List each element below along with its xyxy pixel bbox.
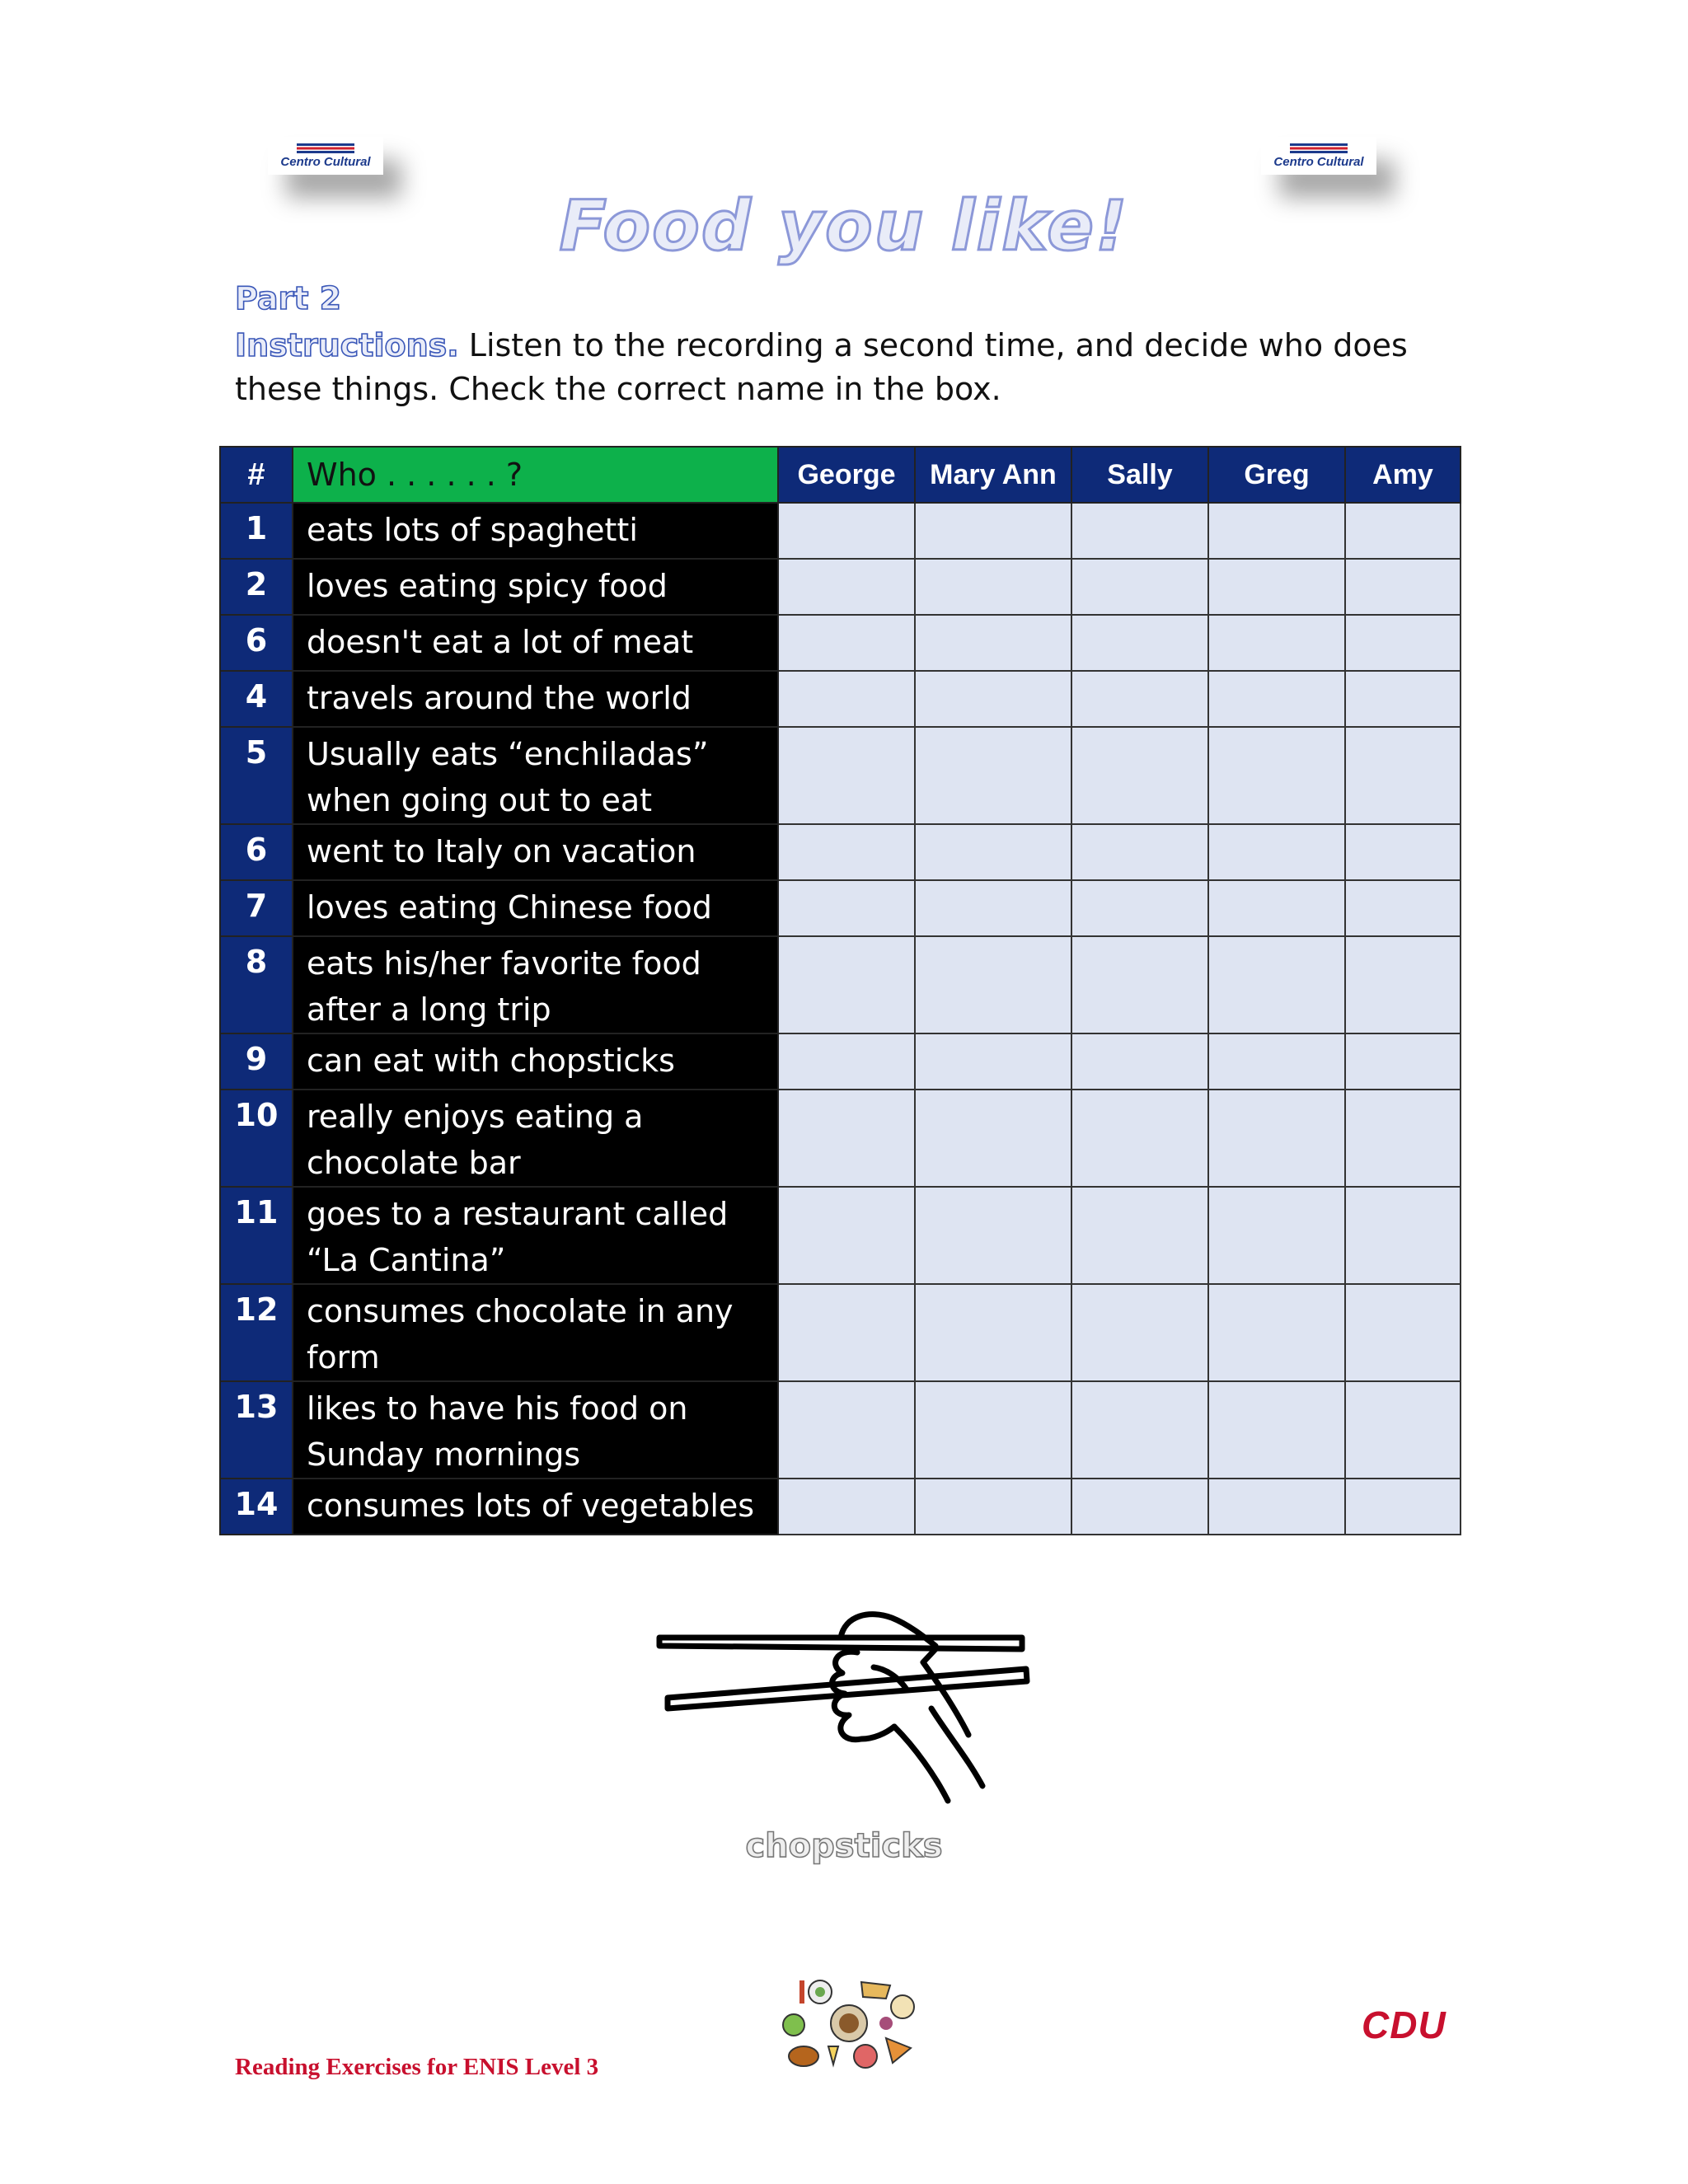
answer-cell-george[interactable] xyxy=(778,1033,915,1090)
answer-cell-amy[interactable] xyxy=(1345,1187,1461,1284)
answer-cell-greg[interactable] xyxy=(1208,1381,1345,1479)
answer-cell-amy[interactable] xyxy=(1345,1381,1461,1479)
answer-cell-sally[interactable] xyxy=(1071,671,1208,727)
answer-cell-greg[interactable] xyxy=(1208,1033,1345,1090)
answer-cell-mary-ann[interactable] xyxy=(915,1284,1071,1381)
answer-cell-george[interactable] xyxy=(778,824,915,880)
instructions-text: Listen to the recording a second time, and decide who does these things. Check the correct name in the box. xyxy=(235,327,1408,407)
instructions xyxy=(235,324,1447,411)
row-question: went to Italy on vacation xyxy=(293,824,778,880)
answer-cell-sally[interactable] xyxy=(1071,1381,1208,1479)
row-question: goes to a restaurant called “La Cantina” xyxy=(293,1187,778,1284)
answer-cell-mary-ann[interactable] xyxy=(915,880,1071,936)
answer-cell-mary-ann[interactable] xyxy=(915,671,1071,727)
answer-cell-mary-ann[interactable] xyxy=(915,1479,1071,1535)
answer-cell-sally[interactable] xyxy=(1071,1284,1208,1381)
answer-cell-greg[interactable] xyxy=(1208,1479,1345,1535)
answer-cell-sally[interactable] xyxy=(1071,1033,1208,1090)
answer-cell-mary-ann[interactable] xyxy=(915,559,1071,615)
table-row xyxy=(220,880,1461,936)
row-question: really enjoys eating a chocolate bar xyxy=(293,1090,778,1187)
flag-icon xyxy=(297,143,354,153)
logo-text: Centro Cultural xyxy=(1273,154,1364,169)
table-row xyxy=(220,1187,1461,1284)
answer-cell-amy[interactable] xyxy=(1345,503,1461,559)
answer-cell-sally[interactable] xyxy=(1071,1090,1208,1187)
row-question: eats his/her favorite food after a long trip xyxy=(293,936,778,1033)
answer-cell-greg[interactable] xyxy=(1208,727,1345,824)
footer-text: Reading Exercises for ENIS Level 3 xyxy=(235,2054,599,2080)
answer-cell-mary-ann[interactable] xyxy=(915,1381,1071,1479)
row-question: Usually eats “enchiladas” when going out to eat xyxy=(293,727,778,824)
answer-cell-greg[interactable] xyxy=(1208,503,1345,559)
chopsticks-caption: chopsticks xyxy=(745,1827,943,1865)
answer-cell-george[interactable] xyxy=(778,1381,915,1479)
answer-cell-sally[interactable] xyxy=(1071,880,1208,936)
answer-cell-greg[interactable] xyxy=(1208,1090,1345,1187)
row-number: 1 xyxy=(220,503,293,559)
table-row xyxy=(220,936,1461,1033)
answer-cell-amy[interactable] xyxy=(1345,1479,1461,1535)
answer-cell-george[interactable] xyxy=(778,615,915,671)
answer-cell-sally[interactable] xyxy=(1071,824,1208,880)
table-row xyxy=(220,615,1461,671)
answer-cell-george[interactable] xyxy=(778,727,915,824)
header-name-mary-ann: Mary Ann xyxy=(915,447,1071,503)
answer-cell-george[interactable] xyxy=(778,1479,915,1535)
table-row xyxy=(220,1479,1461,1535)
row-question: doesn't eat a lot of meat xyxy=(293,615,778,671)
answer-cell-sally[interactable] xyxy=(1071,936,1208,1033)
row-number: 8 xyxy=(220,936,293,1033)
answer-cell-george[interactable] xyxy=(778,1284,915,1381)
answer-cell-greg[interactable] xyxy=(1208,615,1345,671)
answer-cell-mary-ann[interactable] xyxy=(915,824,1071,880)
answer-cell-sally[interactable] xyxy=(1071,559,1208,615)
answer-cell-george[interactable] xyxy=(778,936,915,1033)
answer-cell-sally[interactable] xyxy=(1071,727,1208,824)
row-number: 10 xyxy=(220,1090,293,1187)
answer-cell-amy[interactable] xyxy=(1345,1033,1461,1090)
table-row xyxy=(220,727,1461,824)
answer-cell-greg[interactable] xyxy=(1208,936,1345,1033)
row-question: travels around the world xyxy=(293,671,778,727)
answer-table xyxy=(219,446,1461,1535)
row-number: 5 xyxy=(220,727,293,824)
row-question: consumes lots of vegetables xyxy=(293,1479,778,1535)
row-question: consumes chocolate in any form xyxy=(293,1284,778,1381)
answer-cell-greg[interactable] xyxy=(1208,671,1345,727)
row-question: loves eating Chinese food xyxy=(293,880,778,936)
header-name-sally: Sally xyxy=(1071,447,1208,503)
answer-cell-george[interactable] xyxy=(778,671,915,727)
answer-cell-mary-ann[interactable] xyxy=(915,615,1071,671)
row-number: 7 xyxy=(220,880,293,936)
part-heading: Part 2 xyxy=(235,280,342,316)
answer-cell-george[interactable] xyxy=(778,1187,915,1284)
answer-cell-amy[interactable] xyxy=(1345,559,1461,615)
header-name-george: George xyxy=(778,447,915,503)
row-question: loves eating spicy food xyxy=(293,559,778,615)
instructions-label: Instructions. xyxy=(235,327,459,363)
row-number: 14 xyxy=(220,1479,293,1535)
header-name-greg: Greg xyxy=(1208,447,1345,503)
table-row xyxy=(220,1381,1461,1479)
row-question: eats lots of spaghetti xyxy=(293,503,778,559)
row-number: 2 xyxy=(220,559,293,615)
answer-cell-george[interactable] xyxy=(778,880,915,936)
row-question: likes to have his food on Sunday mornings xyxy=(293,1381,778,1479)
answer-cell-greg[interactable] xyxy=(1208,1187,1345,1284)
answer-cell-mary-ann[interactable] xyxy=(915,1090,1071,1187)
answer-cell-sally[interactable] xyxy=(1071,1479,1208,1535)
table-row xyxy=(220,559,1461,615)
answer-cell-amy[interactable] xyxy=(1345,615,1461,671)
header-name-amy: Amy xyxy=(1345,447,1461,503)
row-number: 6 xyxy=(220,824,293,880)
page-title: Food you like! xyxy=(559,185,1129,266)
chopsticks-hand-illustration xyxy=(651,1570,1030,1809)
answer-cell-sally[interactable] xyxy=(1071,1187,1208,1284)
header-number: # xyxy=(220,447,293,503)
row-number: 11 xyxy=(220,1187,293,1284)
row-question: can eat with chopsticks xyxy=(293,1033,778,1090)
answer-cell-george[interactable] xyxy=(778,1090,915,1187)
cdu-brand: CDU xyxy=(1362,2004,1447,2046)
table-row xyxy=(220,503,1461,559)
flag-icon xyxy=(1290,143,1348,153)
answer-cell-greg[interactable] xyxy=(1208,1284,1345,1381)
answer-cell-mary-ann[interactable] xyxy=(915,1187,1071,1284)
answer-cell-amy[interactable] xyxy=(1345,1284,1461,1381)
answer-cell-mary-ann[interactable] xyxy=(915,727,1071,824)
table-row xyxy=(220,824,1461,880)
answer-cell-amy[interactable] xyxy=(1345,824,1461,880)
table-header-row xyxy=(220,447,1461,503)
answer-cell-sally[interactable] xyxy=(1071,615,1208,671)
centro-cultural-logo-left xyxy=(268,137,383,175)
centro-cultural-logo-right xyxy=(1261,137,1376,175)
answer-cell-mary-ann[interactable] xyxy=(915,936,1071,1033)
row-number: 4 xyxy=(220,671,293,727)
answer-cell-amy[interactable] xyxy=(1345,936,1461,1033)
row-number: 9 xyxy=(220,1033,293,1090)
table-row xyxy=(220,671,1461,727)
logo-text: Centro Cultural xyxy=(280,154,371,169)
answer-cell-amy[interactable] xyxy=(1345,671,1461,727)
answer-cell-greg[interactable] xyxy=(1208,824,1345,880)
answer-cell-amy[interactable] xyxy=(1345,880,1461,936)
answer-cell-sally[interactable] xyxy=(1071,503,1208,559)
food-collage-icon xyxy=(779,1974,919,2073)
table-row xyxy=(220,1090,1461,1187)
answer-cell-george[interactable] xyxy=(778,503,915,559)
row-number: 13 xyxy=(220,1381,293,1479)
row-number: 6 xyxy=(220,615,293,671)
row-number: 12 xyxy=(220,1284,293,1381)
answer-cell-mary-ann[interactable] xyxy=(915,503,1071,559)
answer-cell-mary-ann[interactable] xyxy=(915,1033,1071,1090)
answer-cell-amy[interactable] xyxy=(1345,727,1461,824)
table-row xyxy=(220,1284,1461,1381)
header-who: Who . . . . . . ? xyxy=(293,447,778,503)
answer-cell-amy[interactable] xyxy=(1345,1090,1461,1187)
answer-cell-greg[interactable] xyxy=(1208,880,1345,936)
answer-cell-george[interactable] xyxy=(778,559,915,615)
answer-cell-greg[interactable] xyxy=(1208,559,1345,615)
table-row xyxy=(220,1033,1461,1090)
